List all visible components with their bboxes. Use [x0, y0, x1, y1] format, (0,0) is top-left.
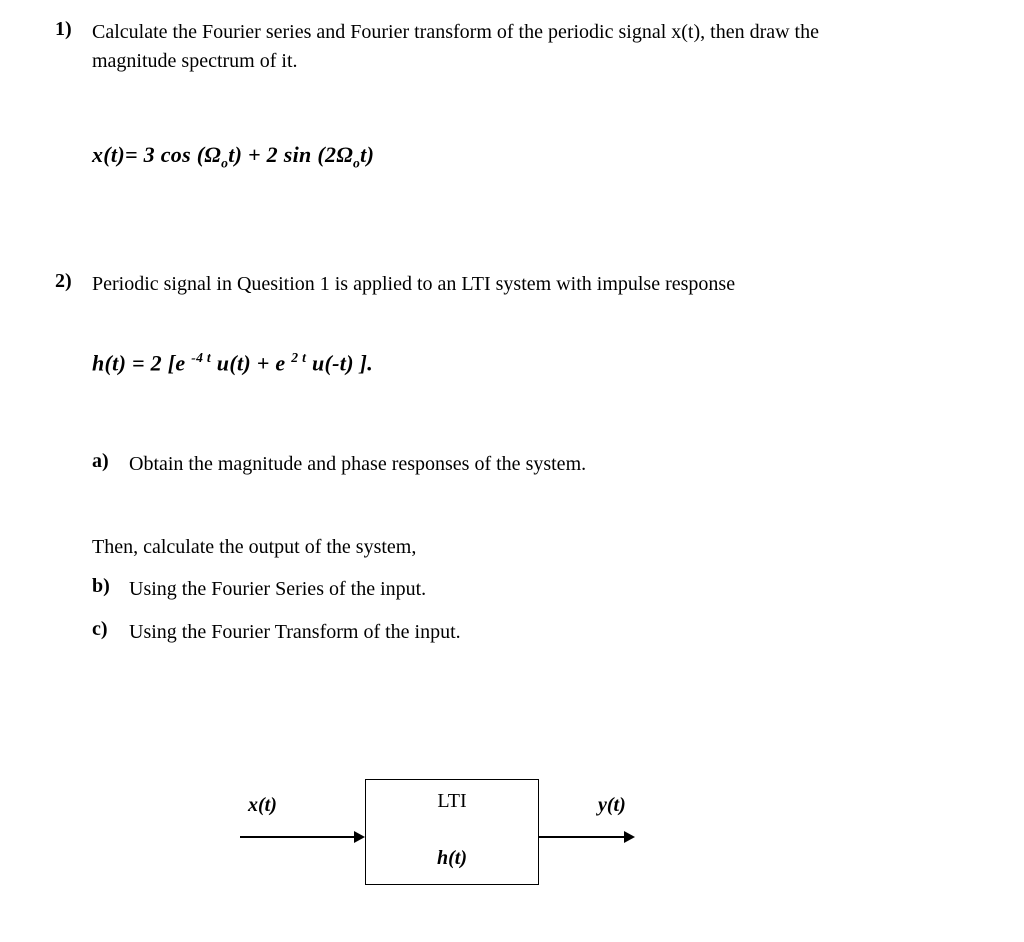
equation-ht — [92, 350, 373, 376]
equation-xt — [92, 142, 374, 171]
equation-xt-part3: t) — [360, 142, 375, 167]
subitem-a-text: Obtain the magnitude and phase responses of the system. — [129, 453, 587, 475]
output-arrow — [539, 836, 625, 838]
problem-1-number: 1) — [55, 18, 72, 40]
equation-xt-sub1: o — [221, 155, 229, 171]
equation-ht-part3: u(-t) ]. — [306, 350, 374, 376]
problem-2-number: 2) — [55, 270, 72, 292]
equation-ht-part2: u(t) + e — [210, 350, 292, 376]
subitem-a-number: a) — [92, 450, 109, 472]
equation-ht-sup1: -4 t — [191, 350, 211, 365]
output-signal-label: y(t) — [598, 794, 626, 816]
subitem-b-number: b) — [92, 575, 110, 597]
subitem-c-number: c) — [92, 618, 108, 640]
lti-box-impulse-label: h(t) — [437, 847, 467, 869]
equation-ht-part1: h(t) = 2 [e — [92, 350, 192, 376]
equation-xt-part2: t) + 2 sin (2Ω — [228, 142, 354, 167]
problem-2-item — [55, 270, 955, 299]
subitem-c-text: Using the Fourier Transform of the input. — [129, 621, 461, 643]
subitem-a — [92, 450, 892, 479]
subitem-c — [92, 618, 892, 647]
lti-system-box — [365, 779, 539, 885]
problem-1-item — [55, 18, 900, 76]
input-arrow — [240, 836, 356, 838]
equation-xt-sub2: o — [353, 155, 361, 171]
input-arrowhead-icon — [354, 831, 365, 843]
input-signal-label: x(t) — [248, 794, 277, 816]
subitem-b-text: Using the Fourier Series of the input. — [129, 578, 427, 600]
equation-ht-sup2: 2 t — [291, 350, 307, 365]
then-calculate-text: Then, calculate the output of the system, — [92, 536, 417, 558]
problem-1-text: Calculate the Fourier series and Fourier transform of the periodic signal x(t), then draw the magnitude spectrum of it. — [92, 21, 819, 72]
problem-2-text: Periodic signal in Quesition 1 is applied to an LTI system with impulse response — [92, 273, 736, 295]
equation-xt-part1: x(t)= 3 cos (Ω — [92, 142, 222, 167]
lti-box-title: LTI — [437, 790, 467, 812]
subitem-b — [92, 575, 892, 604]
output-arrowhead-icon — [624, 831, 635, 843]
